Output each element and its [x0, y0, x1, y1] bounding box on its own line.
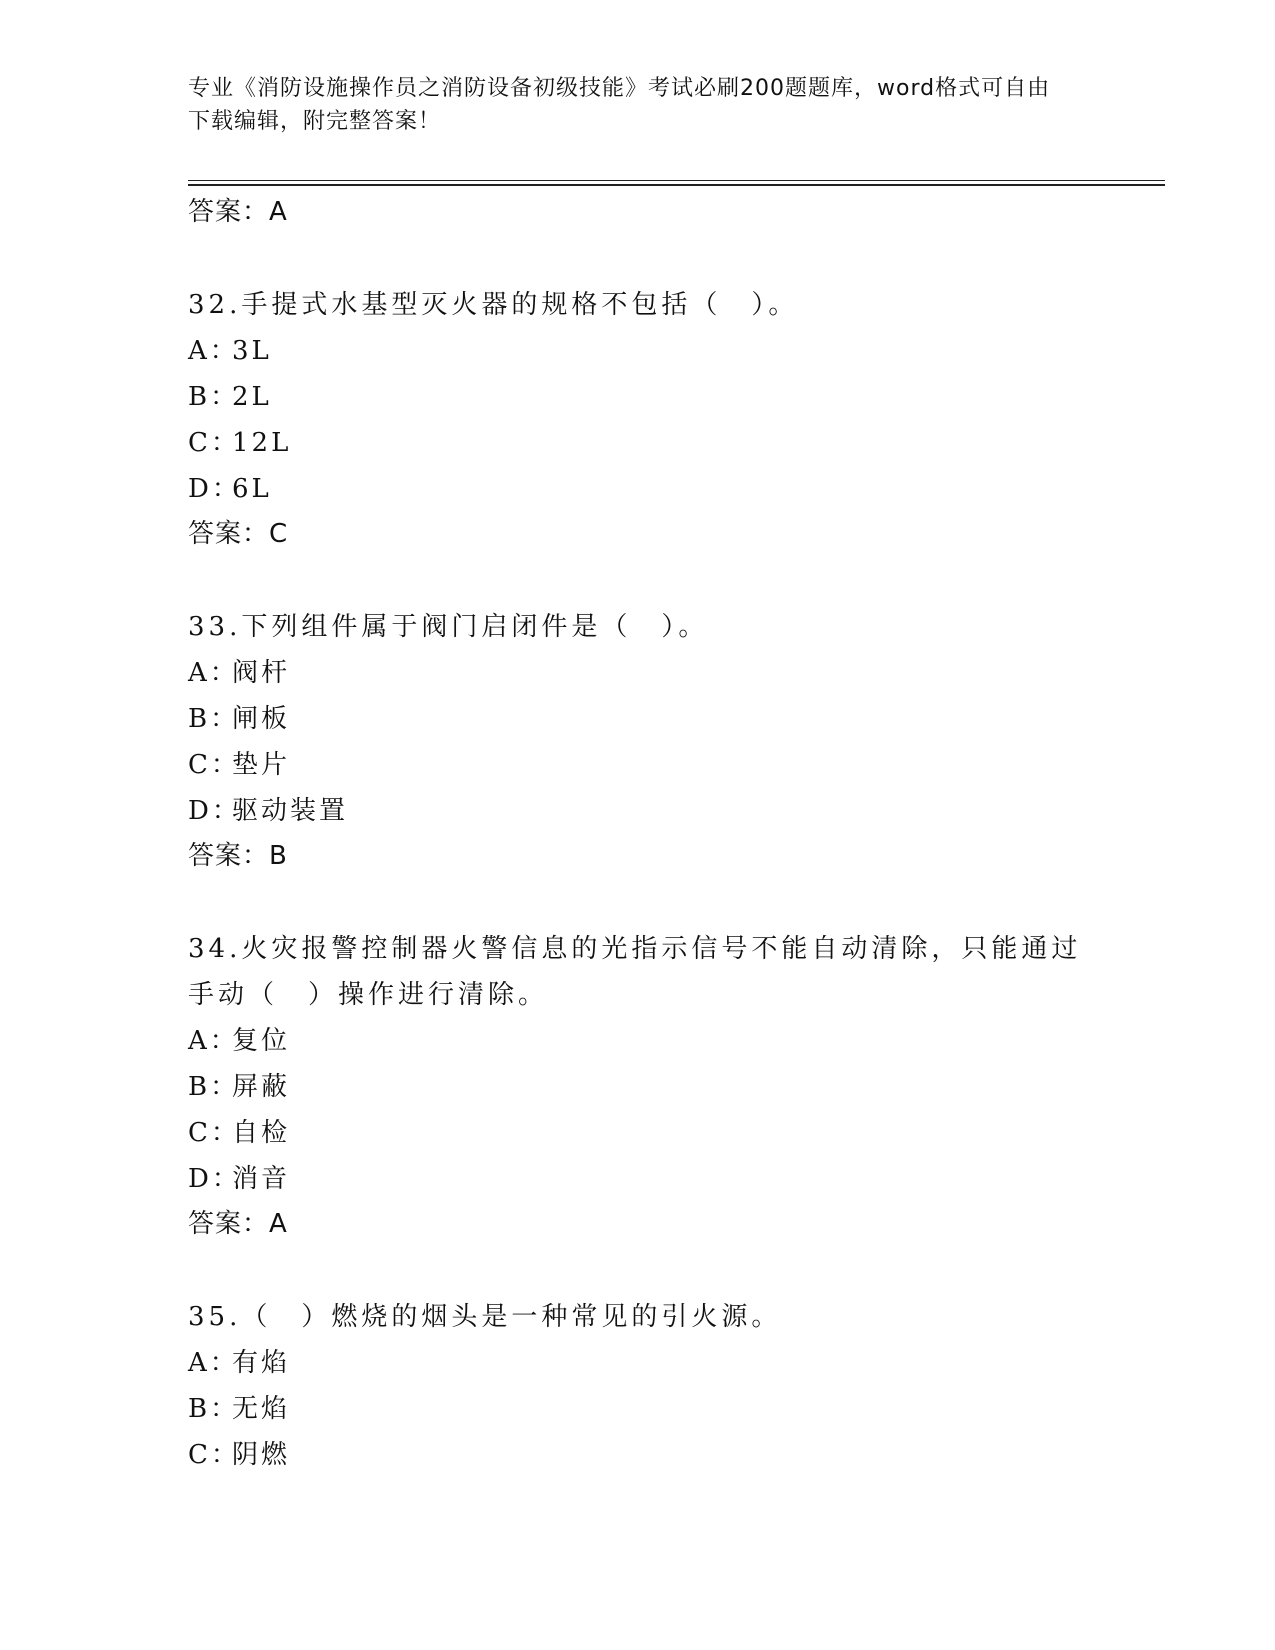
header-divider-thick — [188, 184, 1165, 186]
option-text: 自检 — [232, 1118, 291, 1148]
option-text: 闸板 — [232, 704, 291, 734]
option-a — [188, 1340, 1088, 1386]
option-a — [188, 328, 1088, 374]
option-letter: C： — [188, 1440, 240, 1470]
option-b — [188, 1064, 1088, 1110]
option-letter: D： — [188, 1164, 241, 1194]
question-block — [188, 1294, 1088, 1478]
option-text: 屏蔽 — [232, 1072, 291, 1102]
question-list — [188, 190, 1088, 1478]
option-c — [188, 742, 1088, 788]
option-text: 复位 — [232, 1026, 291, 1056]
question-block — [188, 926, 1088, 1246]
header-divider-thin — [188, 180, 1165, 181]
option-b — [188, 1386, 1088, 1432]
option-b — [188, 696, 1088, 742]
question-stem: 32.手提式水基型灭火器的规格不包括（ ）。 — [188, 290, 799, 320]
option-text: 3L — [232, 336, 272, 366]
option-letter: B： — [188, 1394, 240, 1424]
option-letter: A： — [188, 1026, 239, 1056]
option-letter: B： — [188, 704, 240, 734]
answer-line: 答案：A — [188, 197, 288, 227]
option-a — [188, 1018, 1088, 1064]
option-letter: A： — [188, 1348, 239, 1378]
question-block — [188, 282, 1088, 556]
option-text: 阀杆 — [232, 658, 291, 688]
option-c — [188, 1432, 1088, 1478]
answer-line: 答案：B — [188, 841, 288, 871]
option-d — [188, 466, 1088, 512]
option-b — [188, 374, 1088, 420]
option-c — [188, 420, 1088, 466]
option-letter: D： — [188, 474, 241, 504]
option-d — [188, 788, 1088, 834]
option-letter: A： — [188, 658, 239, 688]
option-letter: C： — [188, 428, 240, 458]
option-d — [188, 1156, 1088, 1202]
option-text: 驱动装置 — [232, 796, 349, 826]
option-c — [188, 1110, 1088, 1156]
question-block — [188, 604, 1088, 878]
option-letter: D： — [188, 796, 241, 826]
option-text: 无焰 — [232, 1394, 291, 1424]
option-letter: C： — [188, 750, 240, 780]
option-letter: C： — [188, 1118, 240, 1148]
option-letter: A： — [188, 336, 239, 366]
option-letter: B： — [188, 1072, 240, 1102]
option-text: 消音 — [232, 1164, 291, 1194]
question-stem: 34.火灾报警控制器火警信息的光指示信号不能自动清除，只能通过手动（ ）操作进行清除。 — [188, 934, 1082, 1010]
option-text: 12L — [232, 428, 292, 458]
option-text: 6L — [232, 474, 272, 504]
option-a — [188, 650, 1088, 696]
document-header: 专业《消防设施操作员之消防设备初级技能》考试必刷200题题库，word格式可自由下载编辑，附完整答案！ — [188, 76, 1051, 134]
question-stem: 35.（ ）燃烧的烟头是一种常见的引火源。 — [188, 1302, 782, 1332]
option-text: 垫片 — [232, 750, 291, 780]
answer-line: 答案：C — [188, 519, 289, 549]
option-text: 阴燃 — [232, 1440, 291, 1470]
option-text: 2L — [232, 382, 272, 412]
answer-line: 答案：A — [188, 1209, 288, 1239]
option-letter: B： — [188, 382, 240, 412]
question-stem: 33.下列组件属于阀门启闭件是（ ）。 — [188, 612, 709, 642]
option-text: 有焰 — [232, 1348, 291, 1378]
